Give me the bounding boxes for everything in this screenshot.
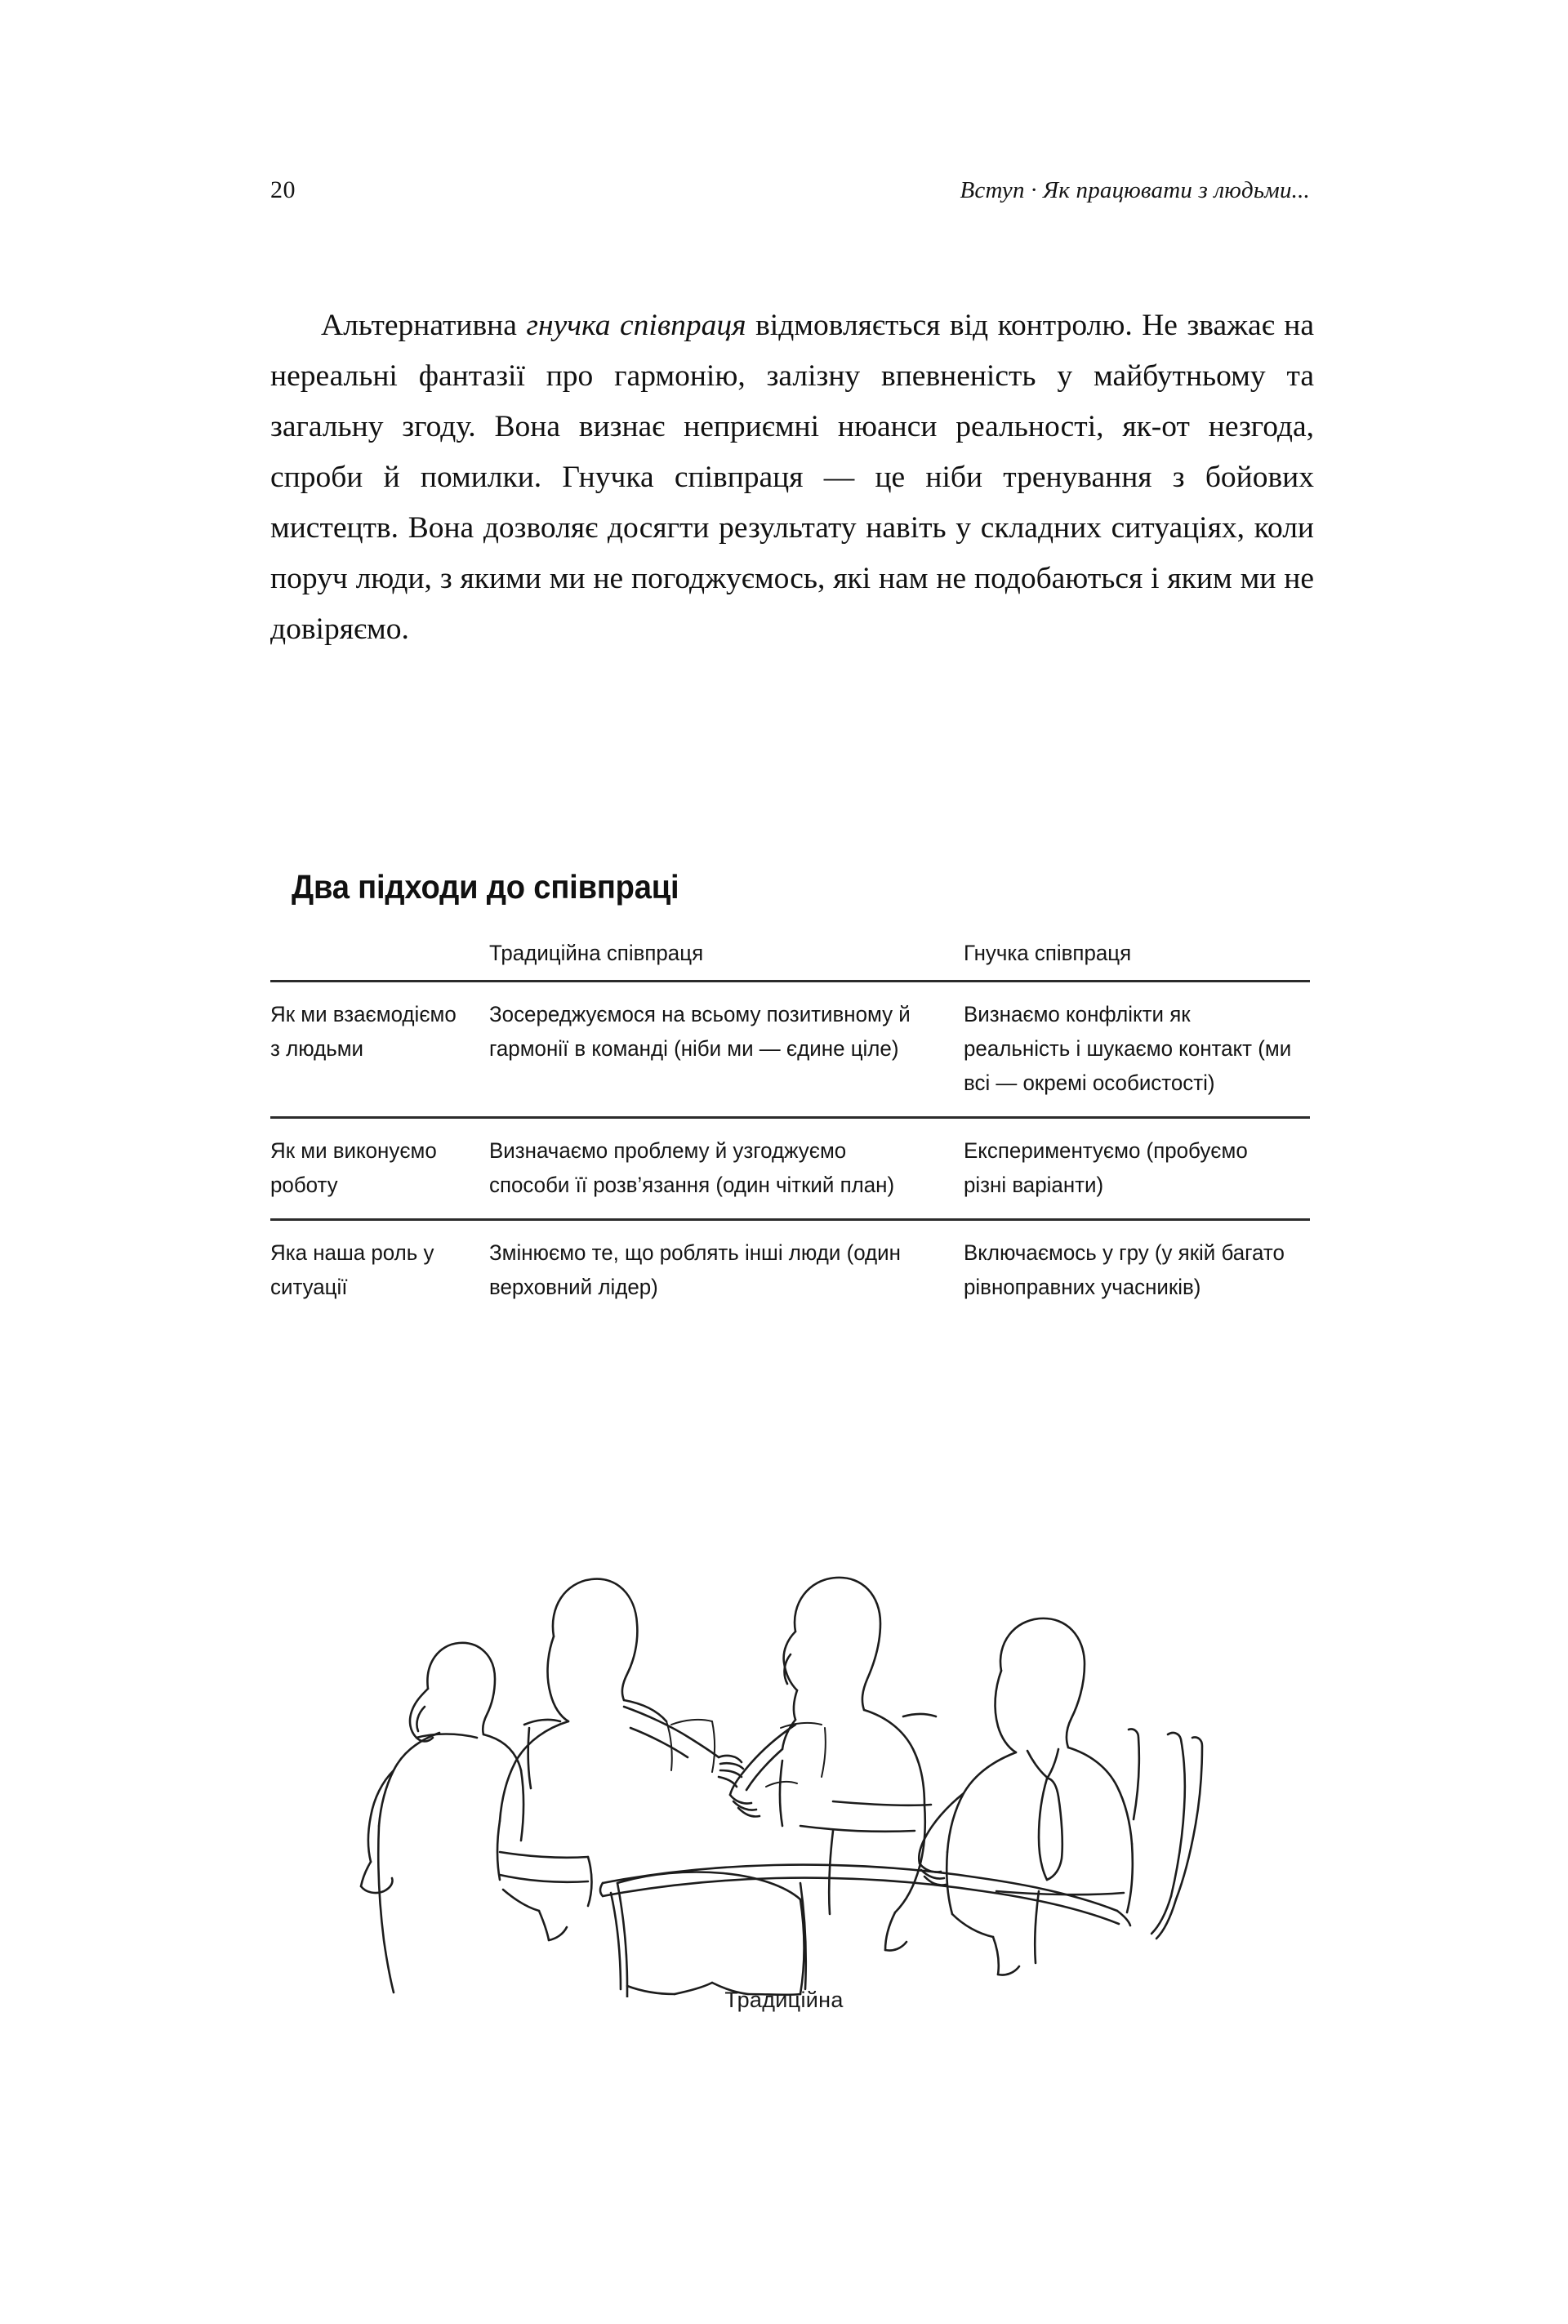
table-header-traditional <box>489 936 964 982</box>
running-head-title: Вступ · Як працювати з людьми... <box>960 177 1310 203</box>
table-header-stretch-label: Гнучка співпраця <box>964 941 1132 965</box>
table-cell-stretch-text: Визнаємо конфлікти як реальність і шукаємо контакт (ми всі — окремі особистості) <box>964 1002 1292 1095</box>
table-row <box>270 1118 1310 1220</box>
table-cell-traditional <box>489 982 964 1118</box>
table-header-row <box>270 936 1310 982</box>
table-row <box>270 1220 1310 1321</box>
page-number: 20 <box>270 176 296 203</box>
comparison-table <box>270 936 1310 1320</box>
table-cell-stretch-text: Експериментуємо (пробуємо різні варіанти) <box>964 1138 1248 1197</box>
table-cell-aspect <box>270 1220 489 1321</box>
body-paragraph <box>270 301 1314 655</box>
running-head <box>270 176 1310 214</box>
table-cell-aspect-text: Яка наша роль у ситуації <box>270 1240 434 1299</box>
table-cell-traditional-text: Змінюємо те, що роблять інші люди (один верховний лідер) <box>489 1240 902 1299</box>
table-cell-aspect-text: Як ми виконуємо роботу <box>270 1138 437 1197</box>
table-body <box>270 982 1310 1321</box>
table-cell-stretch <box>964 1118 1310 1220</box>
table-header-stretch <box>964 936 1310 982</box>
section-heading: Два підходи до співпраці <box>292 868 679 906</box>
table-header-traditional-label: Традиційна співпраця <box>489 941 704 965</box>
table-cell-traditional <box>489 1220 964 1321</box>
table-cell-stretch <box>964 982 1310 1118</box>
paragraph-rest: відмовляється від контролю. Не зважає на нереальні фантазії про гармонію, залізну впевненість у майбутньому та загальну згоду. Вона визнає неприємні нюанси реальності, як-от незгода, спроби й помилки. Гнучка співпраця — це ніби тренування з бойових мистецтв. Вона дозволяє досягти результату навіть у складних ситуаціях, коли поруч люди, з якими ми не погоджуємось, які нам не подобаються і яким ми не довіряємо. <box>270 308 1315 646</box>
meeting-sketch-illustration <box>343 1532 1241 1997</box>
table-cell-stretch-text: Включаємось у гру (у якій багато рівноправних учасників) <box>964 1240 1285 1299</box>
paragraph-emphasis: гнучка співпраця <box>526 308 746 342</box>
table-cell-stretch <box>964 1220 1310 1321</box>
table-row <box>270 982 1310 1118</box>
table-cell-aspect-text: Як ми взаємодіємо з людьми <box>270 1002 457 1061</box>
table-head <box>270 936 1310 982</box>
table-cell-aspect <box>270 982 489 1118</box>
table-cell-traditional <box>489 1118 964 1220</box>
paragraph-lead: Альтернативна <box>321 308 527 342</box>
table-cell-traditional-text: Визначаємо проблему й узгоджуємо способи її розв’язання (один чіткий план) <box>489 1138 895 1197</box>
table-cell-aspect <box>270 1118 489 1220</box>
table-header-aspect <box>270 936 489 982</box>
table-cell-traditional-text: Зосереджуємося на всьому позитивному й гармонії в команді (ніби ми — єдине ціле) <box>489 1002 911 1061</box>
figure-caption: Традиційна <box>724 1988 844 2012</box>
